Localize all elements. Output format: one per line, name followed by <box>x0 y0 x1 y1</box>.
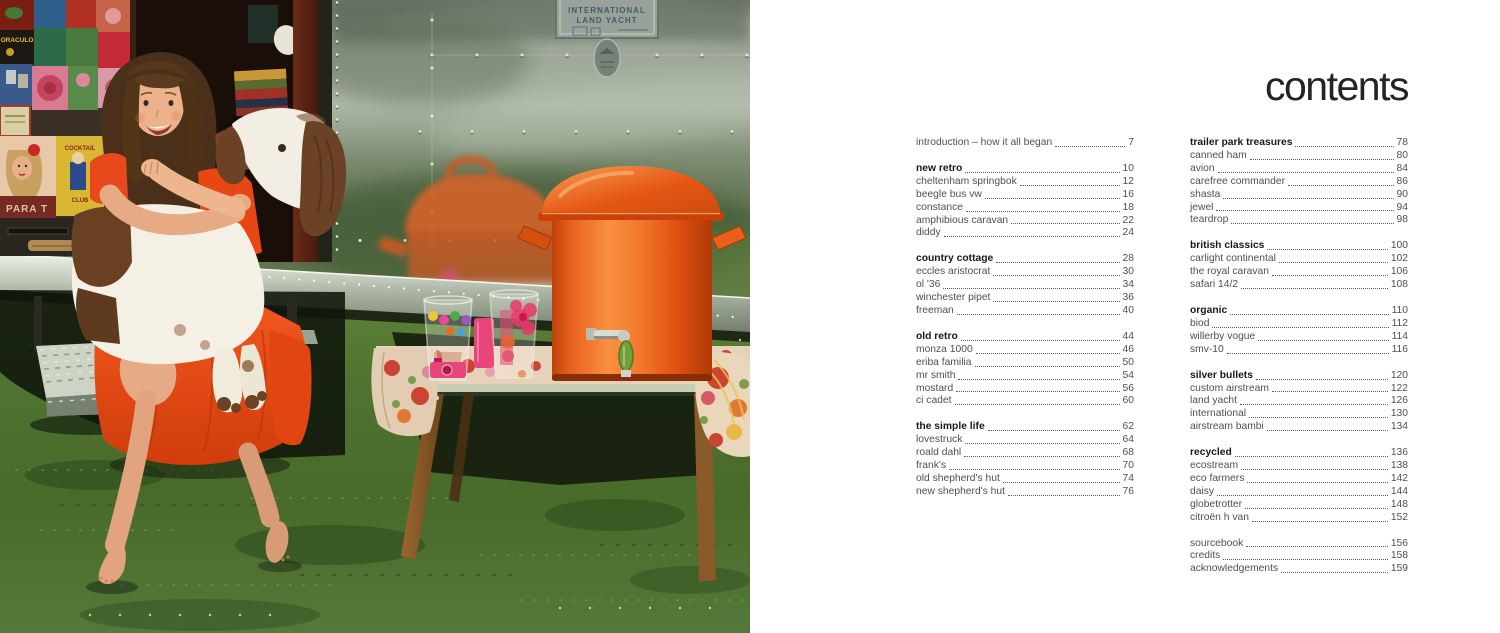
poster-tile <box>66 28 98 66</box>
dot-leader <box>985 198 1120 199</box>
dot-leader <box>1235 456 1388 457</box>
dot-leader <box>1218 172 1394 173</box>
toc-section-header <box>916 421 1134 434</box>
toc-entry <box>916 292 1134 305</box>
toc-entry-label: smv-10 <box>1190 343 1224 355</box>
toc-entry <box>1190 486 1408 499</box>
toc-entry <box>916 486 1134 499</box>
toc-entry <box>916 215 1134 228</box>
toc-entry-label: introduction – how it all began <box>916 137 1053 148</box>
toc-entry-page: 100 <box>1390 240 1408 252</box>
toc-entry-label: silver bullets <box>1190 369 1253 381</box>
dot-leader <box>966 211 1120 212</box>
toc-group <box>916 253 1134 318</box>
plaque-text-line1: INTERNATIONAL <box>568 6 646 15</box>
dot-leader <box>1279 262 1388 263</box>
dot-leader <box>1256 379 1388 380</box>
toc-entry-label: safari 14/2 <box>1190 279 1239 291</box>
toc-entry-page: 94 <box>1396 201 1408 213</box>
toc-entry <box>1190 331 1408 344</box>
dot-leader <box>1008 495 1120 496</box>
toc-entry-label: old retro <box>916 330 958 342</box>
poster-text-cocktail: COCKTAIL <box>64 146 96 152</box>
toc-entry <box>1190 214 1408 227</box>
toc-entry-label: frank's <box>916 460 947 472</box>
toc-entry-label: carefree commander <box>1190 175 1285 187</box>
toc-entry-label: canned ham <box>1190 149 1247 161</box>
toc-entry-page: 126 <box>1390 395 1408 407</box>
toc-entry <box>916 202 1134 215</box>
toc-entry <box>1190 163 1408 176</box>
toc-entry-label: constance <box>916 201 963 213</box>
flower-glass <box>490 290 538 378</box>
tabletop-edge <box>402 384 718 392</box>
dot-leader <box>1217 495 1388 496</box>
dot-leader <box>1241 469 1388 470</box>
toc-entry-page: 152 <box>1390 511 1408 523</box>
toc-group <box>916 421 1134 498</box>
toc-entry-label: custom airstream <box>1190 382 1269 394</box>
toc-entry <box>1190 344 1408 357</box>
toc-entry-label: new retro <box>916 162 963 174</box>
toc-entry <box>1190 176 1408 189</box>
toc-entry <box>1190 189 1408 202</box>
toc-entry-page: 74 <box>1122 472 1134 484</box>
dot-leader <box>957 314 1120 315</box>
toc-entry <box>1190 266 1408 279</box>
toc-entry-label: ol '36 <box>916 279 941 291</box>
toc-entry-page: 68 <box>1122 447 1134 459</box>
toc-entry <box>916 227 1134 240</box>
toc-entry <box>916 189 1134 202</box>
toc-entry <box>1190 383 1408 396</box>
toc-entry-page: 134 <box>1390 421 1408 433</box>
toc-entry-label: international <box>1190 408 1247 420</box>
poster-tile-oraculo <box>0 30 34 64</box>
toc-entry <box>1190 460 1408 473</box>
toc-entry <box>916 279 1134 292</box>
dot-leader <box>949 469 1120 470</box>
toc-entry-page: 34 <box>1122 279 1134 291</box>
dot-leader <box>1212 327 1388 328</box>
toc-entry <box>1190 279 1408 292</box>
toc-entry-label: roald dahl <box>916 447 962 459</box>
toc-entry <box>1190 538 1408 551</box>
toc-group <box>1190 305 1408 357</box>
toc-entry <box>1190 318 1408 331</box>
toc-entry-label: freeman <box>916 304 954 316</box>
dot-leader <box>1227 353 1389 354</box>
toc-entry-label: teardrop <box>1190 214 1229 226</box>
toc-group <box>1190 137 1408 227</box>
toc-entry-label: ci cadet <box>916 395 952 407</box>
dot-leader <box>993 275 1119 276</box>
dot-leader <box>1055 146 1125 147</box>
dot-leader <box>1258 340 1388 341</box>
toc-entry-page: 106 <box>1390 266 1408 278</box>
toc-entry-label: country cottage <box>916 253 994 265</box>
toc-section-header <box>916 253 1134 266</box>
poster-text-club: CLUB <box>71 198 89 204</box>
toc-entry-label: monza 1000 <box>916 343 973 355</box>
dot-leader <box>1245 508 1388 509</box>
dot-leader <box>1011 223 1119 224</box>
dot-leader <box>1252 521 1388 522</box>
toc-entry-label: lovestruck <box>916 434 963 446</box>
poster-tile <box>68 66 98 110</box>
toc-entry <box>916 305 1134 318</box>
toc-group <box>916 331 1134 408</box>
toc-group <box>916 163 1134 240</box>
dot-leader <box>1295 146 1393 147</box>
toc-entry-page: 50 <box>1122 356 1134 368</box>
toc-entry-page: 10 <box>1122 162 1134 174</box>
toc-entry <box>1190 395 1408 408</box>
toc-entry-page: 80 <box>1396 149 1408 161</box>
toc-entry-page: 116 <box>1391 343 1408 355</box>
toc-entry-page: 98 <box>1396 214 1408 226</box>
toc-entry-page: 40 <box>1122 304 1134 316</box>
toc-entry-page: 122 <box>1390 382 1408 394</box>
toc-entry-page: 90 <box>1396 188 1408 200</box>
dot-leader <box>975 366 1120 367</box>
dot-leader <box>988 430 1120 431</box>
toc-entry-page: 130 <box>1390 408 1408 420</box>
dot-leader <box>958 379 1119 380</box>
toc-entry-label: recycled <box>1190 447 1232 459</box>
toc-entry-page: 28 <box>1122 253 1134 265</box>
poster-text-oraculo: ORACULO <box>0 37 34 44</box>
toc-entry-label: eco farmers <box>1190 472 1245 484</box>
poster-tile <box>34 0 66 28</box>
toc-column-right <box>1190 137 1408 589</box>
toc-entry-page: 44 <box>1122 330 1134 342</box>
toc-entry-label: globetrotter <box>1190 498 1243 510</box>
dot-leader <box>1223 198 1393 199</box>
toc-entry-page: 148 <box>1390 498 1408 510</box>
toc-entry <box>1190 202 1408 215</box>
toc-entry <box>1190 421 1408 434</box>
toc-entry-label: biod <box>1190 317 1210 329</box>
toc-entry <box>916 434 1134 447</box>
toc-column-left <box>916 137 1134 512</box>
toc-entry-page: 156 <box>1390 537 1408 549</box>
toc-section-header <box>1190 447 1408 460</box>
page-title: contents <box>1265 63 1408 109</box>
toc-entry-label: new shepherd's hut <box>916 485 1005 497</box>
toc-entry-label: the royal caravan <box>1190 266 1269 278</box>
dot-leader <box>1246 546 1388 547</box>
dot-leader <box>1003 482 1120 483</box>
toc-entry-page: 136 <box>1390 447 1408 459</box>
toc-entry-page: 86 <box>1396 175 1408 187</box>
toc-entry-label: airstream bambi <box>1190 421 1264 433</box>
toc-entry-page: 84 <box>1396 162 1408 174</box>
interior-fabric <box>248 5 278 43</box>
toc-entry <box>1190 550 1408 563</box>
toc-entry-label: shasta <box>1190 188 1221 200</box>
trailer-badge <box>594 39 620 77</box>
toc-entry <box>916 176 1134 189</box>
toc-entry <box>1190 408 1408 421</box>
dot-leader <box>1288 185 1394 186</box>
toc-entry <box>916 137 1134 150</box>
dot-leader <box>1231 223 1393 224</box>
dot-leader <box>993 301 1119 302</box>
toc-entry-label: cheltenham springbok <box>916 175 1017 187</box>
toc-entry-page: 142 <box>1390 472 1408 484</box>
toc-entry-label: the simple life <box>916 421 985 433</box>
toc-entry-label: credits <box>1190 550 1221 562</box>
poster-tile <box>66 0 96 28</box>
dot-leader <box>1281 572 1388 573</box>
toc-section-header <box>1190 305 1408 318</box>
toc-entry <box>916 447 1134 460</box>
dot-leader <box>1223 559 1387 560</box>
dot-leader <box>944 236 1120 237</box>
girl-eye-right <box>169 100 174 106</box>
dot-leader <box>1249 417 1388 418</box>
toc-entry <box>1190 473 1408 486</box>
toc-entry-label: jewel <box>1190 201 1214 213</box>
toc-section-header <box>916 163 1134 176</box>
toc-entry-page: 76 <box>1122 485 1134 497</box>
toc-entry-label: winchester pipet <box>916 292 991 304</box>
toc-entry <box>916 473 1134 486</box>
toc-group <box>916 137 1134 150</box>
toc-entry-page: 114 <box>1391 330 1408 342</box>
toc-entry-page: 54 <box>1122 369 1134 381</box>
toc-entry-label: acknowledgements <box>1190 563 1279 575</box>
dog-eye <box>278 144 286 152</box>
toc-entry-page: 30 <box>1122 266 1134 278</box>
toc-entry <box>1190 253 1408 266</box>
dot-leader <box>943 288 1119 289</box>
dot-leader <box>1250 159 1394 160</box>
toc-entry <box>916 460 1134 473</box>
toc-entry-page: 46 <box>1122 343 1134 355</box>
toc-section-header <box>1190 240 1408 253</box>
dot-leader <box>1020 185 1120 186</box>
toc-entry-label: daisy <box>1190 485 1215 497</box>
toc-entry-page: 158 <box>1390 550 1408 562</box>
toc-entry-label: ecostream <box>1190 460 1239 472</box>
toc-entry-page: 62 <box>1122 421 1134 433</box>
toc-entry-page: 110 <box>1391 304 1408 316</box>
dot-leader <box>1240 404 1388 405</box>
dot-leader <box>1230 314 1388 315</box>
toc-entry-page: 22 <box>1122 214 1134 226</box>
dot-leader <box>1241 288 1388 289</box>
toc-entry-label: diddy <box>916 227 941 239</box>
toc-entry <box>916 344 1134 357</box>
poster-tile-ticket <box>0 106 30 136</box>
toc-entry-label: mr smith <box>916 369 956 381</box>
toc-entry-page: 144 <box>1390 485 1408 497</box>
toc-entry-label: old shepherd's hut <box>916 472 1000 484</box>
toc-entry-page: 24 <box>1122 227 1134 239</box>
toc-entry-label: citroën h van <box>1190 511 1249 523</box>
toc-entry-page: 78 <box>1396 137 1408 148</box>
dot-leader <box>955 404 1120 405</box>
toc-entry-label: eriba familia <box>916 356 972 368</box>
plaque-text-line2: LAND YACHT <box>576 16 638 25</box>
dot-leader <box>1272 391 1388 392</box>
dot-leader <box>976 353 1120 354</box>
dress-fold <box>269 330 311 445</box>
dot-leader <box>996 262 1119 263</box>
toc-entry-page: 36 <box>1122 292 1134 304</box>
toc-group <box>1190 240 1408 292</box>
dot-leader <box>1272 275 1388 276</box>
toc-group <box>1190 538 1408 577</box>
toc-entry <box>916 370 1134 383</box>
girl-eye-left <box>144 100 149 106</box>
toc-entry-page: 120 <box>1390 369 1408 381</box>
dot-leader <box>965 443 1119 444</box>
toc-entry <box>1190 563 1408 576</box>
contents-page <box>750 0 1500 633</box>
toc-entry-page: 70 <box>1122 460 1134 472</box>
toc-entry-page: 12 <box>1122 175 1134 187</box>
toc-entry-page: 108 <box>1390 279 1408 291</box>
toc-entry-page: 64 <box>1122 434 1134 446</box>
toc-entry <box>916 357 1134 370</box>
toc-entry <box>1190 150 1408 163</box>
toc-entry-page: 60 <box>1122 395 1134 407</box>
toc-entry-label: mostard <box>916 382 954 394</box>
toc-entry-page: 56 <box>1122 382 1134 394</box>
toc-entry-label: land yacht <box>1190 395 1237 407</box>
dot-leader <box>1267 249 1387 250</box>
trailer-plaque <box>556 0 658 38</box>
dot-leader <box>964 456 1119 457</box>
girl-hand-left <box>141 159 163 177</box>
poster-text-para-t: PARA T <box>5 204 49 215</box>
toc-section-header <box>1190 137 1408 150</box>
poster-tile-lady <box>0 136 56 218</box>
toc-entry-label: organic <box>1190 304 1228 316</box>
dot-leader <box>1247 482 1387 483</box>
dot-leader <box>961 340 1120 341</box>
toc-section-header <box>916 331 1134 344</box>
toc-entry-label: avion <box>1190 162 1215 174</box>
drink-dispenser <box>518 166 746 381</box>
dot-leader <box>956 391 1119 392</box>
dot-leader <box>965 172 1119 173</box>
toc-entry-page: 159 <box>1390 563 1408 575</box>
toc-entry <box>1190 512 1408 525</box>
toc-entry-page: 102 <box>1390 253 1408 265</box>
dot-leader <box>1216 210 1393 211</box>
toc-entry-page: 112 <box>1391 317 1408 329</box>
toc-entry-page: 16 <box>1122 188 1134 200</box>
dot-leader <box>1267 430 1388 431</box>
toc-group <box>1190 370 1408 435</box>
toc-entry-label: amphibious caravan <box>916 214 1009 226</box>
toc-entry-label: british classics <box>1190 240 1265 252</box>
toc-entry-page: 18 <box>1122 201 1134 213</box>
toc-entry-label: carlight continental <box>1190 253 1276 265</box>
toc-entry-label: beegle bus vw <box>916 188 982 200</box>
toc-entry-label: eccles aristocrat <box>916 266 991 278</box>
toc-entry-page: 138 <box>1390 460 1408 472</box>
toc-entry <box>916 266 1134 279</box>
toc-entry-label: willerby vogue <box>1190 330 1256 342</box>
toc-entry-label: sourcebook <box>1190 537 1244 549</box>
poster-tile <box>34 28 66 66</box>
toc-section-header <box>1190 370 1408 383</box>
toc-entry-page: 7 <box>1128 137 1134 148</box>
toc-entry <box>1190 499 1408 512</box>
poster-tile <box>98 32 130 68</box>
toc-entry <box>916 395 1134 408</box>
toc-group <box>1190 447 1408 524</box>
toc-entry-label: trailer park treasures <box>1190 137 1293 148</box>
toc-entry <box>916 383 1134 396</box>
